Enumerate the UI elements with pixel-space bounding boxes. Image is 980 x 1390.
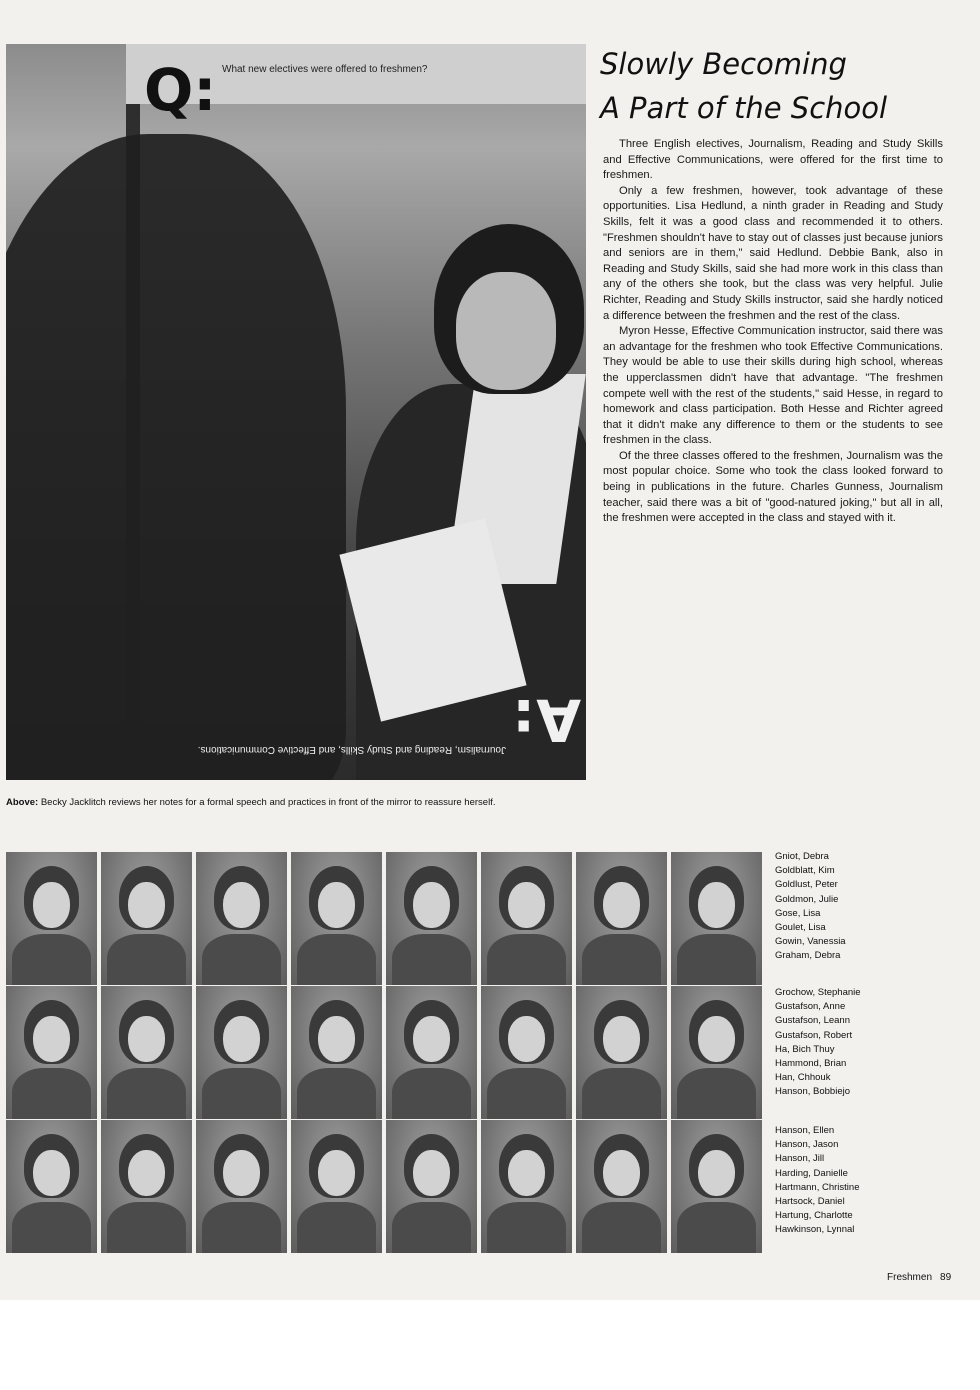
student-name: Hanson, Bobbiejo xyxy=(775,1086,850,1098)
portrait-photo xyxy=(196,852,287,985)
page-number: 89 xyxy=(940,1272,952,1283)
portrait-photo xyxy=(196,1120,287,1253)
student-name: Hartung, Charlotte xyxy=(775,1210,853,1222)
student-name: Gustafson, Robert xyxy=(775,1029,853,1041)
portrait-photo xyxy=(481,852,572,985)
question-text: What new electives were offered to freshmen? xyxy=(222,64,428,75)
student-name: Gniot, Debra xyxy=(775,851,829,862)
mirror-photo xyxy=(6,44,586,780)
student-name: Hammond, Brian xyxy=(775,1058,847,1070)
portrait-photo xyxy=(576,852,667,985)
caption-label: Above: xyxy=(6,797,39,808)
a-letter: A: xyxy=(512,686,582,754)
name-list-row-1 xyxy=(775,850,915,964)
answer-text: Journalism, Reading and Study Skills, and Effective Communications. xyxy=(197,744,506,755)
student-name: Hartsock, Daniel xyxy=(775,1196,845,1208)
student-name: Goldlust, Peter xyxy=(775,879,838,891)
student-name: Gose, Lisa xyxy=(775,907,821,919)
portrait-row-1 xyxy=(6,852,756,985)
portrait-photo xyxy=(6,986,97,1119)
portrait-photo xyxy=(671,1120,762,1253)
student-name: Ha, Bich Thuy xyxy=(775,1043,835,1055)
portrait-photo xyxy=(671,852,762,985)
portrait-photo xyxy=(196,986,287,1119)
title-line-2: A Part of the School xyxy=(600,91,888,125)
q-letter: Q: xyxy=(144,56,217,124)
portrait-photo xyxy=(6,852,97,985)
student-name: Grochow, Stephanie xyxy=(775,987,861,998)
portrait-photo xyxy=(101,1120,192,1253)
title-line-1: Slowly Becoming xyxy=(600,47,847,81)
caption-text: Becky Jacklitch reviews her notes for a formal speech and practices in front of the mirror to reassure herself. xyxy=(40,797,496,808)
article-paragraph: Three English electives, Journalism, Reading and Study Skills and Effective Communications, were offered for the first time to freshmen. xyxy=(603,138,943,182)
foreground-silhouette xyxy=(6,134,346,780)
portrait-photo xyxy=(6,1120,97,1253)
portrait-photo xyxy=(101,852,192,985)
student-name: Goldblatt, Kim xyxy=(775,865,835,877)
article-paragraph: Only a few freshmen, however, took advantage of these opportunities. Lisa Hedlund, a ninth grader in Reading and Study Skills, felt it was a good class and recommended it to others. "Freshmen shouldn't have to stay out of classes just because juniors and seniors are in them," said Hedlund. Debbie Bank, also in Reading and Study Skills, said she had more work in this class than any of the others she took, but the class was very helpful. Julie Richter, Reading and Study Skills instructor, said she hardly noticed a difference between the freshmen and the rest of the class. xyxy=(603,184,943,322)
portrait-photo xyxy=(671,986,762,1119)
student-face xyxy=(456,272,556,390)
page-footer xyxy=(887,1272,951,1283)
student-name: Graham, Debra xyxy=(775,950,841,962)
student-name: Gowin, Vanessia xyxy=(775,936,846,948)
article-paragraph: Myron Hesse, Effective Communication instructor, said there was an advantage for the freshmen who took Effective Communications. They would be able to use their skills during high school, whereas the upperclassmen didn't have that advantage. "The freshmen compete well with the rest of the students," said Hesse, in regard to homework and class participation. Both Hesse and Richter agreed that it didn't make any difference to them or the students to see freshmen in the class. xyxy=(603,325,943,447)
portrait-photo xyxy=(101,986,192,1119)
portrait-row-2 xyxy=(6,986,756,1119)
portrait-photo xyxy=(576,1120,667,1253)
student-name: Harding, Danielle xyxy=(775,1167,848,1179)
student-name: Hawkinson, Lynnal xyxy=(775,1224,855,1236)
portrait-photo xyxy=(386,986,477,1119)
section-label: Freshmen xyxy=(887,1272,933,1283)
portrait-photo xyxy=(291,986,382,1119)
student-name: Gustafson, Leann xyxy=(775,1015,850,1027)
photo-caption xyxy=(6,797,586,809)
student-name: Gustafson, Anne xyxy=(775,1001,846,1013)
portrait-photo xyxy=(386,1120,477,1253)
article-body xyxy=(603,137,943,527)
student-name: Hanson, Jason xyxy=(775,1139,839,1151)
name-list-row-2 xyxy=(775,986,915,1100)
portrait-photo xyxy=(481,1120,572,1253)
portrait-photo xyxy=(291,852,382,985)
name-list-row-3 xyxy=(775,1124,915,1238)
portrait-row-3 xyxy=(6,1120,756,1253)
student-name: Hanson, Ellen xyxy=(775,1125,835,1136)
student-name: Hartmann, Christine xyxy=(775,1181,860,1193)
portrait-photo xyxy=(386,852,477,985)
student-name: Goldmon, Julie xyxy=(775,893,839,905)
student-name: Goulet, Lisa xyxy=(775,922,826,934)
student-name: Han, Chhouk xyxy=(775,1072,831,1084)
portrait-photo xyxy=(481,986,572,1119)
student-name: Hanson, Jill xyxy=(775,1153,825,1165)
article-title xyxy=(600,42,970,130)
portrait-photo xyxy=(291,1120,382,1253)
portrait-photo xyxy=(576,986,667,1119)
article-paragraph: Of the three classes offered to the freshmen, Journalism was the most popular choice. Some who took the class looked forward to being in publications in the future. Charles Gunness, Journalism teacher, said there was a bit of "good-natured joking," but all in all, the freshmen were accepted in the class and stayed with it. xyxy=(603,449,943,525)
